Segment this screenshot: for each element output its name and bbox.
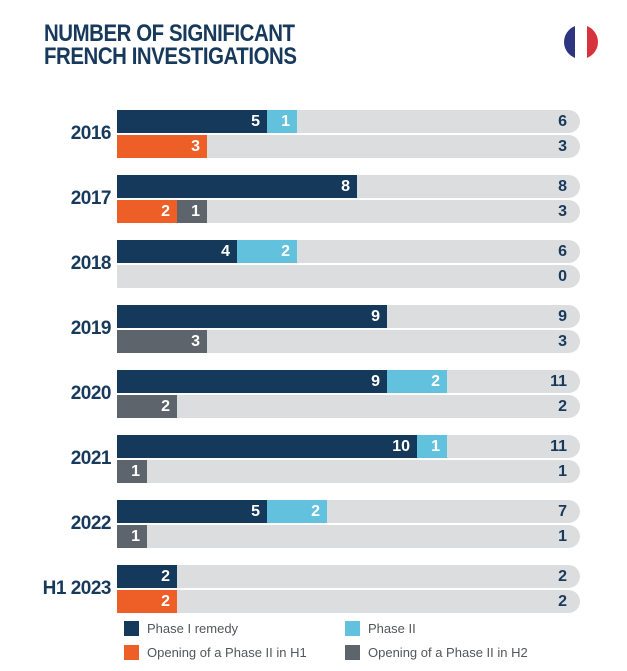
investigations-track <box>117 110 580 133</box>
legend-item-phase2 <box>345 621 528 636</box>
year-group-2017 <box>0 175 580 223</box>
chart-legend <box>124 621 528 660</box>
year-group-2016 <box>0 110 580 158</box>
segment-value: 1 <box>281 112 290 130</box>
investigations-track <box>117 565 580 588</box>
segment-value: 1 <box>191 202 200 220</box>
segment-value: 1 <box>431 437 440 455</box>
legend-label: Opening of a Phase II in H2 <box>368 645 528 660</box>
year-group-2022 <box>0 500 580 548</box>
segment-value: 5 <box>251 112 260 130</box>
legend-item-opening-phase2-h2 <box>345 645 528 660</box>
segment-value: 8 <box>341 177 350 195</box>
opening-h1-swatch-icon <box>124 645 139 660</box>
opening-h2-segment <box>177 200 207 223</box>
phase1-remedy-segment <box>117 175 357 198</box>
opening-h2-segment <box>117 460 147 483</box>
investigations-track <box>117 240 580 263</box>
year-label: 2020 <box>70 383 111 404</box>
flag-red-stripe <box>587 25 598 59</box>
segment-value: 2 <box>161 397 170 415</box>
year-group-2018 <box>0 240 580 288</box>
phase2-segment <box>417 435 447 458</box>
segment-value: 5 <box>251 502 260 520</box>
segment-value: 2 <box>161 567 170 585</box>
investigations-total: 11 <box>550 438 567 455</box>
legend-item-opening-phase2-h1 <box>124 645 345 660</box>
legend-item-phase1-remedy <box>124 621 345 636</box>
legend-label: Phase II <box>368 621 416 636</box>
openings-track <box>117 135 580 158</box>
openings-total: 3 <box>558 138 567 155</box>
investigations-track <box>117 305 580 328</box>
year-group-2020 <box>0 370 580 418</box>
openings-total: 3 <box>558 333 567 350</box>
year-group-h1-2023 <box>0 565 580 613</box>
opening-h2-segment <box>117 330 207 353</box>
page-title <box>44 22 297 68</box>
flag-blue-stripe <box>564 25 575 59</box>
phase1-remedy-swatch-icon <box>124 621 139 636</box>
openings-track <box>117 200 580 223</box>
phase2-segment <box>267 500 327 523</box>
investigations-total: 6 <box>558 243 567 260</box>
openings-track <box>117 590 580 613</box>
openings-track <box>117 525 580 548</box>
phase1-remedy-segment <box>117 110 267 133</box>
legend-label: Opening of a Phase II in H1 <box>147 645 307 660</box>
year-label: 2016 <box>70 123 111 144</box>
openings-total: 1 <box>558 463 567 480</box>
investigations-total: 7 <box>558 503 567 520</box>
phase2-segment <box>267 110 297 133</box>
segment-value: 3 <box>191 332 200 350</box>
title-line-1: NUMBER OF SIGNIFICANT <box>44 20 295 47</box>
investigations-track <box>117 175 580 198</box>
segment-value: 2 <box>311 502 320 520</box>
opening-h1-segment <box>117 200 177 223</box>
segment-value: 2 <box>161 202 170 220</box>
segment-value: 1 <box>131 462 140 480</box>
investigations-total: 6 <box>558 113 567 130</box>
segment-value: 1 <box>131 527 140 545</box>
year-group-2021 <box>0 435 580 483</box>
year-group-2019 <box>0 305 580 353</box>
phase1-remedy-segment <box>117 240 237 263</box>
segment-value: 10 <box>392 437 410 455</box>
phase1-remedy-segment <box>117 370 387 393</box>
investigations-track <box>117 500 580 523</box>
phase2-segment <box>237 240 297 263</box>
title-line-2: FRENCH INVESTIGATIONS <box>44 43 297 70</box>
investigations-track <box>117 370 580 393</box>
opening-h2-swatch-icon <box>345 645 360 660</box>
opening-h2-segment <box>117 525 147 548</box>
segment-value: 2 <box>281 242 290 260</box>
opening-h1-segment <box>117 135 207 158</box>
investigations-track <box>117 435 580 458</box>
investigations-total: 2 <box>558 568 567 585</box>
year-label: 2018 <box>70 253 111 274</box>
openings-total: 0 <box>558 268 567 285</box>
year-label: 2021 <box>70 448 111 469</box>
investigations-total: 9 <box>558 308 567 325</box>
segment-value: 4 <box>221 242 230 260</box>
stacked-bar-chart <box>0 110 580 630</box>
segment-value: 2 <box>431 372 440 390</box>
year-label: 2022 <box>70 513 111 534</box>
phase2-segment <box>387 370 447 393</box>
openings-total: 1 <box>558 528 567 545</box>
openings-track <box>117 265 580 288</box>
french-flag-icon <box>564 25 598 59</box>
phase2-swatch-icon <box>345 621 360 636</box>
opening-h2-segment <box>117 395 177 418</box>
openings-track <box>117 330 580 353</box>
phase1-remedy-segment <box>117 500 267 523</box>
openings-total: 2 <box>558 593 567 610</box>
openings-total: 2 <box>558 398 567 415</box>
phase1-remedy-segment <box>117 565 177 588</box>
year-label: 2017 <box>70 188 111 209</box>
phase1-remedy-segment <box>117 435 417 458</box>
segment-value: 3 <box>191 137 200 155</box>
year-label: H1 2023 <box>42 578 111 599</box>
flag-white-stripe <box>575 25 586 59</box>
segment-value: 9 <box>371 307 380 325</box>
opening-h1-segment <box>117 590 177 613</box>
segment-value: 2 <box>161 592 170 610</box>
openings-total: 3 <box>558 203 567 220</box>
legend-label: Phase I remedy <box>147 621 239 636</box>
year-label: 2019 <box>70 318 111 339</box>
investigations-total: 8 <box>558 178 567 195</box>
openings-track <box>117 395 580 418</box>
investigations-total: 11 <box>550 373 567 390</box>
phase1-remedy-segment <box>117 305 387 328</box>
openings-track <box>117 460 580 483</box>
segment-value: 9 <box>371 372 380 390</box>
